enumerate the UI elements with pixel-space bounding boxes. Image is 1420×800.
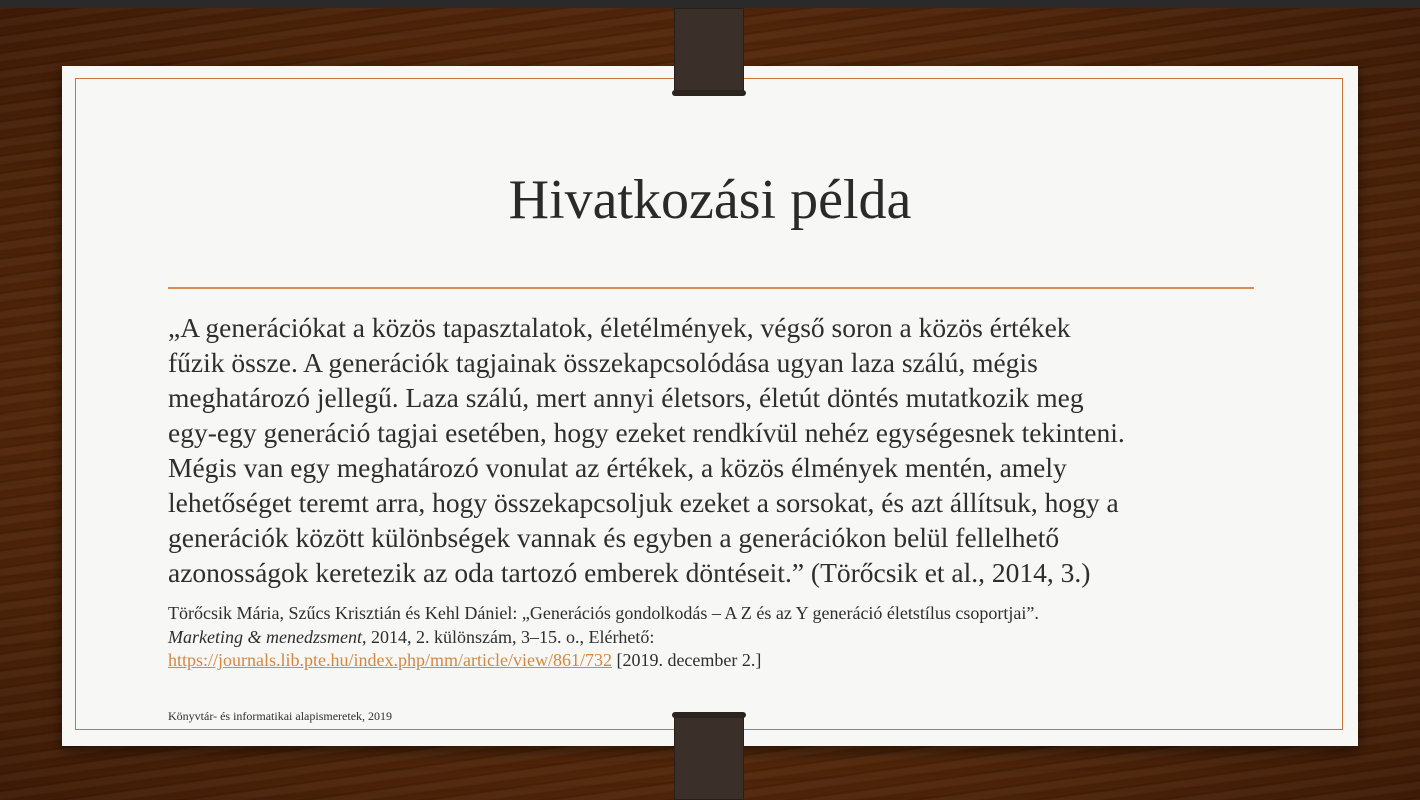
slide-footer: Könyvtár- és informatikai alapismeretek, 2019	[168, 709, 393, 723]
reference-journal: Marketing & menedzsment	[168, 626, 362, 647]
reference-access-date: [2019. december 2.]	[611, 650, 762, 670]
quote-line: meghatározó jellegű. Laza szálú, mert annyi életsors, életút döntés mutatkozik meg	[168, 382, 1084, 413]
slide-title: Hivatkozási példa	[508, 169, 912, 231]
reference-block	[168, 602, 1258, 673]
reference-link-line	[168, 649, 1258, 673]
top-binder-clip	[674, 8, 744, 94]
title-divider	[168, 287, 1254, 289]
quote-line: generációk között különbségek vannak és egyben a generációkon belül fellelhető	[168, 522, 1060, 553]
reference-publication-line	[168, 626, 1258, 650]
reference-url-link[interactable]: https://journals.lib.pte.hu/index.php/mm/article/view/861/732	[168, 650, 612, 670]
reference-authors-title: Törőcsik Mária, Szűcs Krisztián és Kehl Dániel: „Generációs gondolkodás – A Z és az Y generáció életstílus csoportjai”.	[168, 603, 1039, 623]
quote-line: egy-egy generáció tagjai esetében, hogy ezeket rendkívül nehéz egységesnek tekinteni.	[168, 417, 1125, 448]
quote-line: „A generációkat a közös tapasztalatok, életélmények, végső soron a közös értékek	[168, 312, 1071, 343]
quote-block	[168, 310, 1258, 590]
quote-line: fűzik össze. A generációk tagjainak összekapcsolódása ugyan laza szálú, mégis	[168, 347, 1038, 378]
reference-issue-pages: , 2014, 2. különszám, 3–15. o., Elérhető:	[361, 626, 655, 647]
quote-line: lehetőséget teremt arra, hogy összekapcsoljuk ezeket a sorsokat, és azt állítsuk, hogy a	[168, 487, 1119, 518]
window-top-strip	[0, 0, 1420, 8]
bottom-binder-clip	[674, 714, 744, 800]
quote-line: azonosságok keretezik az oda tartozó emberek döntéseit.” (Törőcsik et al., 2014, 3.)	[168, 557, 1091, 588]
quote-line: Mégis van egy meghatározó vonulat az értékek, a közös élmények mentén, amely	[168, 452, 1067, 483]
